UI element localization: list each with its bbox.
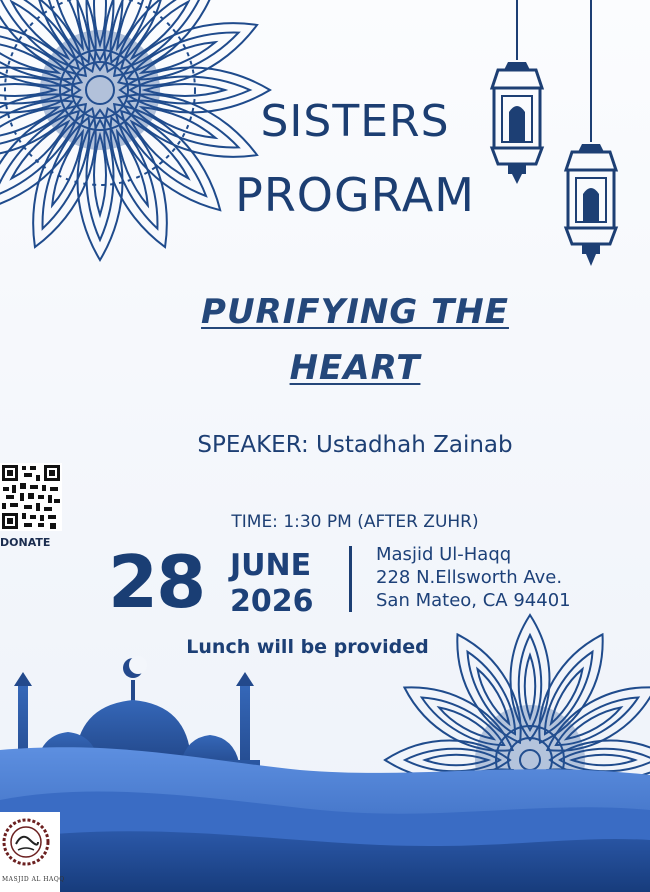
topic-line2: HEART [289,348,421,388]
mosque-icon [0,650,650,892]
program-title-line1: SISTERS [260,96,450,147]
date-month: JUNE [230,548,312,583]
date-day: 28 [108,540,205,624]
time-label: TIME: 1:30 PM (AFTER ZUHR) [231,512,479,532]
venue-street: 228 N.Ellsworth Ave. [376,567,563,588]
masjid-logo-icon [0,812,60,876]
venue-city: San Mateo, CA 94401 [376,590,571,611]
lantern-icon [560,0,622,278]
lunch-note: Lunch will be provided [186,636,429,658]
venue-name: Masjid Ul-Haqq [376,544,512,565]
masjid-logo-text: MASJID AL HAQQ [2,876,65,883]
donate-label[interactable]: DONATE [0,536,51,549]
date-divider [349,546,352,612]
program-title-line2: PROGRAM [235,168,475,222]
crescent-icon [123,656,147,678]
topic-line1: PURIFYING THE [201,292,509,332]
qr-code-icon[interactable] [0,463,62,531]
speaker-label: SPEAKER: Ustadhah Zainab [197,432,513,458]
date-year: 2026 [230,584,314,619]
